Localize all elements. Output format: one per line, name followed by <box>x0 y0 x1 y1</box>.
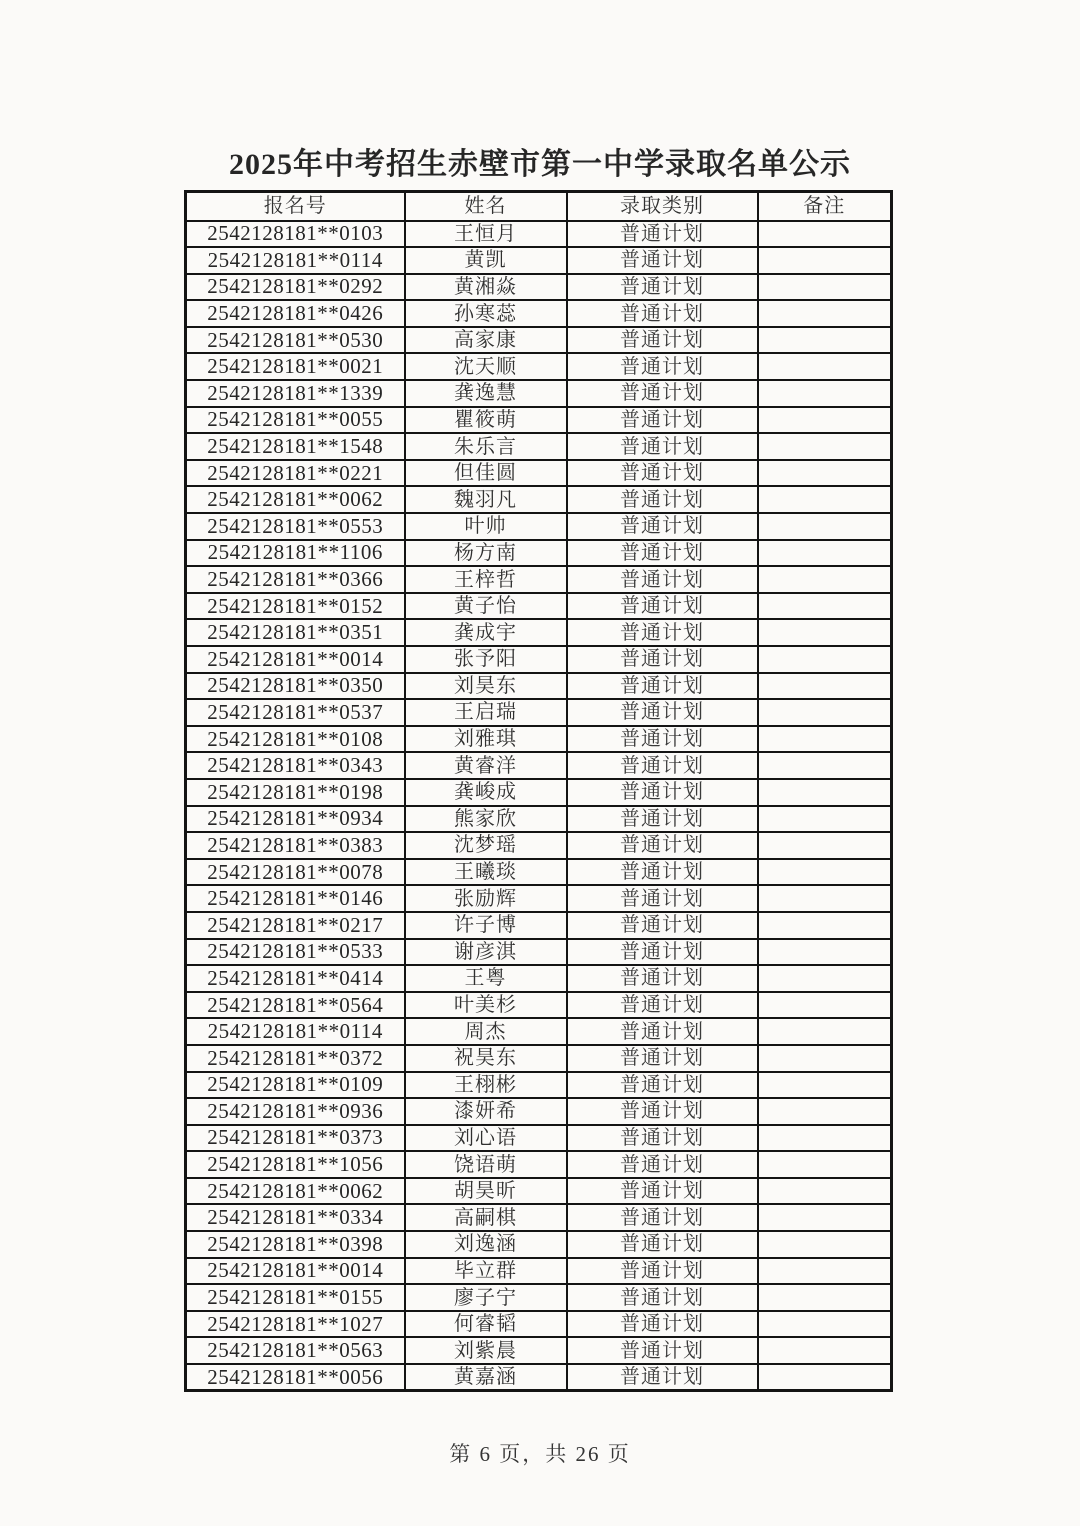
student-name-cell: 熊家欣 <box>405 806 567 833</box>
student-name-cell: 王梓哲 <box>405 566 567 593</box>
table-row <box>186 1098 892 1125</box>
registration-number-cell: 2542128181**0934 <box>186 806 405 833</box>
student-name-cell: 谢彦淇 <box>405 939 567 966</box>
admission-category-cell: 普通计划 <box>567 1311 758 1338</box>
table-row <box>186 460 892 487</box>
remark-cell <box>758 673 892 700</box>
table-row <box>186 407 892 434</box>
table-row <box>186 433 892 460</box>
student-name-cell: 饶语萌 <box>405 1151 567 1178</box>
admission-category-cell: 普通计划 <box>567 1231 758 1258</box>
table-row <box>186 540 892 567</box>
admission-category-cell: 普通计划 <box>567 726 758 753</box>
student-name-cell: 孙寒蕊 <box>405 300 567 327</box>
admission-category-cell: 普通计划 <box>567 699 758 726</box>
table-row <box>186 247 892 274</box>
table-row <box>186 939 892 966</box>
remark-cell <box>758 1231 892 1258</box>
student-name-cell: 龚逸慧 <box>405 380 567 407</box>
student-name-cell: 张励辉 <box>405 885 567 912</box>
admission-category-cell: 普通计划 <box>567 433 758 460</box>
registration-number-cell: 2542128181**0564 <box>186 992 405 1019</box>
student-name-cell: 刘昊东 <box>405 673 567 700</box>
student-name-cell: 黄子怡 <box>405 593 567 620</box>
student-name-cell: 许子博 <box>405 912 567 939</box>
admission-category-cell: 普通计划 <box>567 1045 758 1072</box>
student-name-cell: 王启瑞 <box>405 699 567 726</box>
registration-number-cell: 2542128181**0334 <box>186 1204 405 1231</box>
student-name-cell: 周杰 <box>405 1018 567 1045</box>
table-row <box>186 646 892 673</box>
table-header-row <box>186 192 892 221</box>
table-row <box>186 327 892 354</box>
admission-category-cell: 普通计划 <box>567 832 758 859</box>
registration-number-cell: 2542128181**0398 <box>186 1231 405 1258</box>
student-name-cell: 黄湘焱 <box>405 274 567 301</box>
admission-category-cell: 普通计划 <box>567 992 758 1019</box>
admission-category-cell: 普通计划 <box>567 1258 758 1285</box>
registration-number-cell: 2542128181**1056 <box>186 1151 405 1178</box>
student-name-cell: 刘雅琪 <box>405 726 567 753</box>
column-header-remark: 备注 <box>758 192 892 221</box>
remark-cell <box>758 407 892 434</box>
registration-number-cell: 2542128181**0014 <box>186 1258 405 1285</box>
registration-number-cell: 2542128181**0114 <box>186 1018 405 1045</box>
student-name-cell: 刘心语 <box>405 1125 567 1152</box>
admission-category-cell: 普通计划 <box>567 593 758 620</box>
student-name-cell: 毕立群 <box>405 1258 567 1285</box>
remark-cell <box>758 1018 892 1045</box>
student-name-cell: 叶帅 <box>405 513 567 540</box>
table-row <box>186 992 892 1019</box>
admission-category-cell: 普通计划 <box>567 1098 758 1125</box>
admission-category-cell: 普通计划 <box>567 806 758 833</box>
table-row <box>186 380 892 407</box>
admission-category-cell: 普通计划 <box>567 513 758 540</box>
table-row <box>186 566 892 593</box>
admission-category-cell: 普通计划 <box>567 486 758 513</box>
table-row <box>186 832 892 859</box>
table-row <box>186 513 892 540</box>
registration-number-cell: 2542128181**0021 <box>186 353 405 380</box>
student-name-cell: 黄凯 <box>405 247 567 274</box>
admission-category-cell: 普通计划 <box>567 859 758 886</box>
student-name-cell: 杨方南 <box>405 540 567 567</box>
table-row <box>186 300 892 327</box>
student-name-cell: 叶美杉 <box>405 992 567 1019</box>
registration-number-cell: 2542128181**0426 <box>186 300 405 327</box>
remark-cell <box>758 965 892 992</box>
registration-number-cell: 2542128181**0537 <box>186 699 405 726</box>
registration-number-cell: 2542128181**0014 <box>186 646 405 673</box>
table-row <box>186 1018 892 1045</box>
remark-cell <box>758 540 892 567</box>
student-name-cell: 高家康 <box>405 327 567 354</box>
table-row <box>186 1364 892 1391</box>
registration-number-cell: 2542128181**0109 <box>186 1072 405 1099</box>
admission-category-cell: 普通计划 <box>567 619 758 646</box>
remark-cell <box>758 486 892 513</box>
registration-number-cell: 2542128181**0078 <box>186 859 405 886</box>
admission-category-cell: 普通计划 <box>567 274 758 301</box>
admission-category-cell: 普通计划 <box>567 1125 758 1152</box>
student-name-cell: 胡昊昕 <box>405 1178 567 1205</box>
remark-cell <box>758 1125 892 1152</box>
student-name-cell: 张予阳 <box>405 646 567 673</box>
admission-category-cell: 普通计划 <box>567 912 758 939</box>
table-row <box>186 859 892 886</box>
table-row <box>186 752 892 779</box>
registration-number-cell: 2542128181**1106 <box>186 540 405 567</box>
registration-number-cell: 2542128181**0146 <box>186 885 405 912</box>
remark-cell <box>758 1151 892 1178</box>
admission-category-cell: 普通计划 <box>567 1151 758 1178</box>
admission-category-cell: 普通计划 <box>567 1178 758 1205</box>
registration-number-cell: 2542128181**0108 <box>186 726 405 753</box>
registration-number-cell: 2542128181**0343 <box>186 752 405 779</box>
registration-number-cell: 2542128181**1548 <box>186 433 405 460</box>
student-name-cell: 王栩彬 <box>405 1072 567 1099</box>
student-name-cell: 何睿韬 <box>405 1311 567 1338</box>
table-row <box>186 353 892 380</box>
admission-category-cell: 普通计划 <box>567 646 758 673</box>
student-name-cell: 黄嘉涵 <box>405 1364 567 1391</box>
admission-category-cell: 普通计划 <box>567 353 758 380</box>
table-row <box>186 806 892 833</box>
student-name-cell: 沈天顺 <box>405 353 567 380</box>
table-row <box>186 779 892 806</box>
registration-number-cell: 2542128181**0292 <box>186 274 405 301</box>
table-row <box>186 1072 892 1099</box>
remark-cell <box>758 832 892 859</box>
remark-cell <box>758 300 892 327</box>
student-name-cell: 龚峻成 <box>405 779 567 806</box>
remark-cell <box>758 380 892 407</box>
table-row <box>186 965 892 992</box>
registration-number-cell: 2542128181**0152 <box>186 593 405 620</box>
registration-number-cell: 2542128181**0936 <box>186 1098 405 1125</box>
registration-number-cell: 2542128181**0217 <box>186 912 405 939</box>
admission-category-cell: 普通计划 <box>567 965 758 992</box>
remark-cell <box>758 1045 892 1072</box>
student-name-cell: 龚成宇 <box>405 619 567 646</box>
admission-category-cell: 普通计划 <box>567 327 758 354</box>
registration-number-cell: 2542128181**0533 <box>186 939 405 966</box>
admission-category-cell: 普通计划 <box>567 380 758 407</box>
registration-number-cell: 2542128181**0103 <box>186 221 405 248</box>
remark-cell <box>758 752 892 779</box>
student-name-cell: 刘紫晨 <box>405 1337 567 1364</box>
remark-cell <box>758 1258 892 1285</box>
admission-category-cell: 普通计划 <box>567 1018 758 1045</box>
table-row <box>186 885 892 912</box>
table-row <box>186 221 892 248</box>
page-number-footer: 第 6 页，共 26 页 <box>449 1442 631 1466</box>
remark-cell <box>758 566 892 593</box>
table-row <box>186 673 892 700</box>
table-row <box>186 1151 892 1178</box>
table-row <box>186 1178 892 1205</box>
admission-category-cell: 普通计划 <box>567 939 758 966</box>
student-name-cell: 漆妍希 <box>405 1098 567 1125</box>
remark-cell <box>758 1284 892 1311</box>
registration-number-cell: 2542128181**0350 <box>186 673 405 700</box>
admission-category-cell: 普通计划 <box>567 1284 758 1311</box>
admission-category-cell: 普通计划 <box>567 1072 758 1099</box>
registration-number-cell: 2542128181**0198 <box>186 779 405 806</box>
admission-category-cell: 普通计划 <box>567 407 758 434</box>
admission-table <box>184 190 893 1392</box>
table-row <box>186 1125 892 1152</box>
admission-category-cell: 普通计划 <box>567 1364 758 1391</box>
student-name-cell: 沈梦瑶 <box>405 832 567 859</box>
registration-number-cell: 2542128181**0563 <box>186 1337 405 1364</box>
remark-cell <box>758 779 892 806</box>
table-row <box>186 1258 892 1285</box>
remark-cell <box>758 1072 892 1099</box>
remark-cell <box>758 1178 892 1205</box>
remark-cell <box>758 460 892 487</box>
student-name-cell: 瞿筱萌 <box>405 407 567 434</box>
registration-number-cell: 2542128181**0372 <box>186 1045 405 1072</box>
registration-number-cell: 2542128181**0383 <box>186 832 405 859</box>
remark-cell <box>758 992 892 1019</box>
table-row <box>186 619 892 646</box>
admission-category-cell: 普通计划 <box>567 1204 758 1231</box>
remark-cell <box>758 327 892 354</box>
student-name-cell: 但佳圆 <box>405 460 567 487</box>
table-row <box>186 726 892 753</box>
admission-category-cell: 普通计划 <box>567 779 758 806</box>
registration-number-cell: 2542128181**1027 <box>186 1311 405 1338</box>
remark-cell <box>758 247 892 274</box>
admission-category-cell: 普通计划 <box>567 247 758 274</box>
remark-cell <box>758 1311 892 1338</box>
remark-cell <box>758 593 892 620</box>
registration-number-cell: 2542128181**0351 <box>186 619 405 646</box>
student-name-cell: 黄睿洋 <box>405 752 567 779</box>
remark-cell <box>758 1364 892 1391</box>
student-name-cell: 朱乐言 <box>405 433 567 460</box>
remark-cell <box>758 885 892 912</box>
column-header-admission-category: 录取类别 <box>567 192 758 221</box>
registration-number-cell: 2542128181**0114 <box>186 247 405 274</box>
student-name-cell: 王粤 <box>405 965 567 992</box>
admission-category-cell: 普通计划 <box>567 540 758 567</box>
remark-cell <box>758 726 892 753</box>
remark-cell <box>758 939 892 966</box>
remark-cell <box>758 699 892 726</box>
table-row <box>186 1311 892 1338</box>
table-row <box>186 1284 892 1311</box>
student-name-cell: 高嗣棋 <box>405 1204 567 1231</box>
table-row <box>186 274 892 301</box>
registration-number-cell: 2542128181**0366 <box>186 566 405 593</box>
registration-number-cell: 2542128181**1339 <box>186 380 405 407</box>
table-row <box>186 593 892 620</box>
table-row <box>186 912 892 939</box>
admission-category-cell: 普通计划 <box>567 300 758 327</box>
remark-cell <box>758 912 892 939</box>
remark-cell <box>758 1098 892 1125</box>
page-title: 2025年中考招生赤壁市第一中学录取名单公示 <box>229 148 851 181</box>
table-row <box>186 1231 892 1258</box>
registration-number-cell: 2542128181**0056 <box>186 1364 405 1391</box>
student-name-cell: 廖子宁 <box>405 1284 567 1311</box>
column-header-name: 姓名 <box>405 192 567 221</box>
registration-number-cell: 2542128181**0373 <box>186 1125 405 1152</box>
remark-cell <box>758 221 892 248</box>
remark-cell <box>758 859 892 886</box>
registration-number-cell: 2542128181**0055 <box>186 407 405 434</box>
admission-category-cell: 普通计划 <box>567 460 758 487</box>
remark-cell <box>758 1337 892 1364</box>
registration-number-cell: 2542128181**0553 <box>186 513 405 540</box>
admission-category-cell: 普通计划 <box>567 1337 758 1364</box>
table-row <box>186 1045 892 1072</box>
student-name-cell: 王恒月 <box>405 221 567 248</box>
admission-category-cell: 普通计划 <box>567 885 758 912</box>
student-name-cell: 祝昊东 <box>405 1045 567 1072</box>
registration-number-cell: 2542128181**0155 <box>186 1284 405 1311</box>
student-name-cell: 魏羽凡 <box>405 486 567 513</box>
registration-number-cell: 2542128181**0530 <box>186 327 405 354</box>
table-row <box>186 486 892 513</box>
remark-cell <box>758 646 892 673</box>
student-name-cell: 刘逸涵 <box>405 1231 567 1258</box>
registration-number-cell: 2542128181**0062 <box>186 486 405 513</box>
table-row <box>186 1204 892 1231</box>
remark-cell <box>758 619 892 646</box>
registration-number-cell: 2542128181**0414 <box>186 965 405 992</box>
table-row <box>186 1337 892 1364</box>
remark-cell <box>758 806 892 833</box>
remark-cell <box>758 433 892 460</box>
registration-number-cell: 2542128181**0221 <box>186 460 405 487</box>
remark-cell <box>758 513 892 540</box>
admission-category-cell: 普通计划 <box>567 221 758 248</box>
remark-cell <box>758 274 892 301</box>
table-row <box>186 699 892 726</box>
column-header-registration-number: 报名号 <box>186 192 405 221</box>
remark-cell <box>758 353 892 380</box>
admission-category-cell: 普通计划 <box>567 752 758 779</box>
admission-category-cell: 普通计划 <box>567 673 758 700</box>
student-name-cell: 王曦琰 <box>405 859 567 886</box>
admission-category-cell: 普通计划 <box>567 566 758 593</box>
registration-number-cell: 2542128181**0062 <box>186 1178 405 1205</box>
remark-cell <box>758 1204 892 1231</box>
